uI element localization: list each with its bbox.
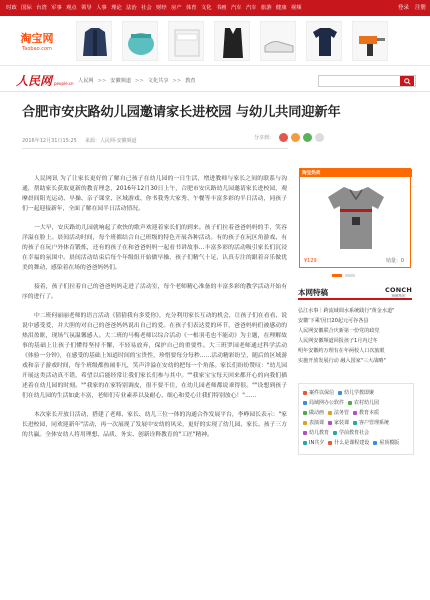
article-date: 2016年12月31日15:25 [22,138,77,144]
article-source: 来源：人民网-安徽频道 [84,138,137,144]
sponsored-link-row [303,418,409,428]
more-share-icon[interactable] [315,133,324,142]
ad-product-drill[interactable] [352,21,388,61]
sponsored-link[interactable] [348,398,379,408]
product-sales: 销量：0 [385,258,404,264]
top-ad-banner[interactable] [0,16,430,66]
sponsored-link-row [303,408,409,418]
article-body [22,174,287,449]
sponsored-link[interactable] [303,428,329,438]
top-nav-link[interactable]: 房产 [171,5,182,11]
sponsored-link[interactable] [353,408,379,418]
top-nav-link[interactable]: 军事 [51,5,62,11]
sponsored-link-label: 教育本质 [359,410,380,416]
list-item[interactable]: 明年安徽约万理有在年两校人口次旅眼 [298,348,385,354]
sponsored-link-label: IN共夕 [309,440,325,446]
logo-subtext: people.cn [54,81,74,86]
bullet-icon [353,421,357,425]
top-nav-link[interactable]: 文化 [200,5,212,11]
bullet-icon [303,401,307,405]
top-nav-link[interactable]: 书画 [215,5,227,11]
list-item[interactable]: 弘江水事｜跨流域调水系统践行"黄金水道" [298,308,395,314]
sponsored-link-row [303,438,409,448]
sponsored-link[interactable] [328,438,369,448]
bullet-icon [303,391,307,395]
sponsored-link-label: 幼儿教育 [309,430,330,436]
carousel-dot[interactable] [332,274,342,277]
breadcrumb-separator: >> [135,77,144,84]
bullet-icon [303,431,307,435]
sponsored-link[interactable] [303,438,324,448]
article-title: 合肥市安庆路幼儿园邀请家长进校园 与幼儿共同迎新年 [22,105,341,120]
top-nav-link[interactable]: 观点 [66,5,77,11]
sponsored-link-label: 案件以保信 [309,390,335,396]
sponsored-link-row [303,388,409,398]
qzone-share-icon[interactable] [291,133,300,142]
conch-logo[interactable] [385,286,412,299]
sponsored-link-label: 家装课 [334,420,350,426]
sponsored-link-label: 局域网办公软件 [309,400,345,406]
top-nav-link[interactable]: 健康 [275,5,287,11]
sponsored-link-label: 做动画 [309,410,325,416]
logo-text: 人民网 [16,74,53,88]
breadcrumb-item[interactable]: 人民网 [78,78,94,84]
sponsored-links [298,383,414,455]
special-report-list [298,306,414,366]
bullet-icon [348,401,352,405]
sponsored-link[interactable] [303,398,344,408]
article-paragraph: 人民网讯 为了让家长更好的了解自己孩子在幼儿园的一日生活，增进教师与家长之间的联系与沟通，帮助家长获取更新的教育理念，2016年12月30日上午，合肥市安庆路幼儿园邀请家长进校园，观摩晨间阳光运动、早操、亲子课堂、区域游戏、你书我秀大家秀、午餐等丰富多彩的半日活动，同孩子们一起迎接新年，全面了解在园半日活动情况。 [22,176,287,212]
top-nav-link[interactable]: 人事 [96,5,107,11]
product-price: ¥129 [304,258,317,264]
top-nav-link[interactable]: 时政 [6,5,17,11]
sponsored-link-label: 表演课 [309,420,325,426]
breadcrumb-item[interactable]: 文化共享 [147,78,169,84]
bullet-icon [303,411,307,415]
sponsored-link[interactable] [303,408,324,418]
sponsored-link[interactable] [303,388,334,398]
register-link[interactable]: 注册 [414,5,426,11]
bullet-icon [373,441,377,445]
bullet-icon [303,441,307,445]
breadcrumb-separator: >> [97,77,107,84]
top-nav-link[interactable]: 台湾 [36,5,47,11]
top-nav-link[interactable]: 社会 [141,5,152,11]
bullet-icon [328,411,332,415]
sponsored-link-label: 农村幼儿园 [354,400,380,406]
top-nav-link[interactable]: 汽车 [230,5,242,11]
top-nav-bar [0,0,430,16]
ad-product-tshirt[interactable] [306,21,342,61]
sidebar-ad-header [300,169,412,177]
list-item[interactable]: 人民网安徽频道回报孩子1月内过冬 [298,338,378,344]
ad-product-shoes[interactable] [260,21,296,61]
sponsored-link[interactable] [303,418,324,428]
sponsored-link-row [303,428,409,438]
sponsored-link[interactable] [373,438,399,448]
sidebar-taobao-ad[interactable] [299,168,411,268]
article-paragraph: 本次家长开放日活动，搭建了老师、家长、幼儿三位一体的沟通合作发展平台，李峥园长表示："家长进校园，同欢迎新年"活动，再一次展现了发展中安幼的风采，更好的实现了幼儿园、家长、孩子三方的共赢。全体安幼人将用理想、品质、务实、创新诠释教育的"工匠"精神。 [22,412,287,438]
sponsored-link-label: 什么是课程建设 [334,440,370,446]
list-item[interactable]: 实施开放发展行动 融入国家"三大战略" [298,358,386,364]
sponsored-link-label: 屋顶模版 [379,440,400,446]
ad-product-thumbs [76,21,388,61]
top-nav-link[interactable]: 体育 [186,5,197,11]
breadcrumb-item[interactable]: 教育 [185,78,196,84]
article-meta [22,137,137,144]
ad-product-jacket[interactable] [76,21,112,61]
sponsored-link[interactable] [333,428,369,438]
special-report-header [298,286,412,300]
product-tshirt-image [320,181,392,253]
search-input[interactable] [319,78,400,84]
sponsored-link[interactable] [328,418,349,428]
sponsored-link[interactable] [328,408,349,418]
sponsored-link[interactable] [353,418,389,428]
sponsored-link-label: 幼儿学教即聚 [344,390,375,396]
sponsored-link[interactable] [338,388,374,398]
search-box [318,75,416,87]
share-bar [254,133,324,142]
top-nav-link[interactable]: 财经 [156,5,167,11]
breadcrumb [78,77,196,84]
wechat-share-icon[interactable] [303,133,312,142]
list-item[interactable]: 人民网安徽联合庆新第一份党的政党 [298,328,380,334]
breadcrumb-item[interactable]: 安徽频道 [110,78,132,84]
carousel-dot[interactable] [345,274,355,277]
sponsored-link-label: 学前教育社会 [339,430,370,436]
ad-product-box[interactable] [168,21,204,61]
divider [22,148,288,149]
bullet-icon [328,421,332,425]
login-link[interactable]: 登录 [397,5,409,11]
bullet-icon [328,441,332,445]
top-nav-link[interactable]: 领导 [81,5,92,11]
people-logo[interactable] [16,72,78,89]
bullet-icon [338,391,342,395]
sidebar-ad-header-label: 淘宝热卖 [302,171,321,176]
taobao-domain: Taobao.com [22,45,52,52]
top-nav-links [4,0,398,16]
taobao-brand: 淘宝网 [20,31,54,45]
site-header [0,70,430,92]
article-paragraph: 接着，孩子们拉着自己的爸爸妈妈走进了活动室，每个老师精心准备的丰富多彩的教学活动开始有序的进行了。 [22,284,287,300]
bullet-icon [333,431,337,435]
list-item[interactable]: 安徽'下乘'因日20起元可谷各县 [298,318,369,324]
section-title: 本网特稿 [298,287,328,297]
share-label: 分享到： [254,135,275,141]
ad-carousel-pager [332,274,355,277]
bullet-icon [303,421,307,425]
top-nav-link[interactable]: 法治 [126,5,137,11]
taobao-logo[interactable] [6,21,68,61]
brand-name: CONCH [385,285,412,294]
search-icon [404,78,411,85]
bullet-icon [353,411,357,415]
ad-product-vest[interactable] [214,21,250,61]
top-nav-link[interactable]: 国际 [21,5,32,11]
top-nav-link[interactable]: 旅游 [260,5,272,11]
breadcrumb-separator: >> [172,77,182,84]
auth-links [398,0,426,16]
sponsored-link-row [303,398,409,408]
top-nav-link[interactable]: 汽车 [245,5,257,11]
sponsored-link-label: 客户管理系统 [359,420,390,426]
sponsored-link-label: 法务管 [334,410,350,416]
article-paragraph: 中二班何丽丽老师的语言活动《猜猜我有多爱你》，充分利用家长互动的机会，让孩子们在看看、说说中感受爱，并大胆的对自己的爸爸妈妈说出自己的爱。在孩子们表达爱的环节，爸爸妈妈们被感动的热泪盈眶，现场气氛温馨感人。大二班的马梅老师以综合活动《一根羽毛也不能动》为主题，在理解故事的基础上让孩子们懂得坚持不懈，不轻易放弃，保护自己的重要性。大三班罗园老师通过科学活动《体验一分钟》，在感受的基础上知道时间的宝贵性，珍惜要每分每秒……活动精彩纷呈，随后的区域游戏和亲子游戏时间，每个班级都热闹非凡，笑声洋溢在安幼的把每一个角落。家长们纷纷赞叹："幼儿园开展这类活动真不错，希望以后能经常让我们家长们参与其中。""我家宝宝每天回来都开心的向我们描述着在幼儿园的时刻。""我家的在家特别调皮，很不要不住，在幼儿园老师都说乖得很。""设想到孩子们在幼儿园的生活如此丰富，老师们专业素养以及耐心、细心和爱心让我们特别放心！"…… [22,313,287,399]
ad-product-pot[interactable] [122,21,158,61]
search-button[interactable] [400,76,414,86]
weibo-share-icon[interactable] [279,133,288,142]
brand-subtitle: 海螺集团 [391,293,406,298]
top-nav-link[interactable]: 视频 [290,5,302,11]
top-nav-link[interactable]: 理论 [111,5,122,11]
article-paragraph: 一大早，安庆路幼儿园就响起了欢快的歌声欢迎着家长们的到来。孩子们拉着爸爸妈妈的手，笑容洋溢在脸上。晨间活动时间，每个班都结合自己班级的特色开展各种活动。有的孩子在玩区角游戏、有的孩子在玩户外体育锻炼，还有的孩子在和爸爸妈妈一起看书讲故事…丰富多彩的活动吸引家长们沉浸在幸福的氛围中。晨间活动结束后每个年级组开始做早操，孩子们精气十足，认真专注的跟着音乐做优美的舞动，感染着在场的爸爸妈妈们。 [22,225,287,271]
